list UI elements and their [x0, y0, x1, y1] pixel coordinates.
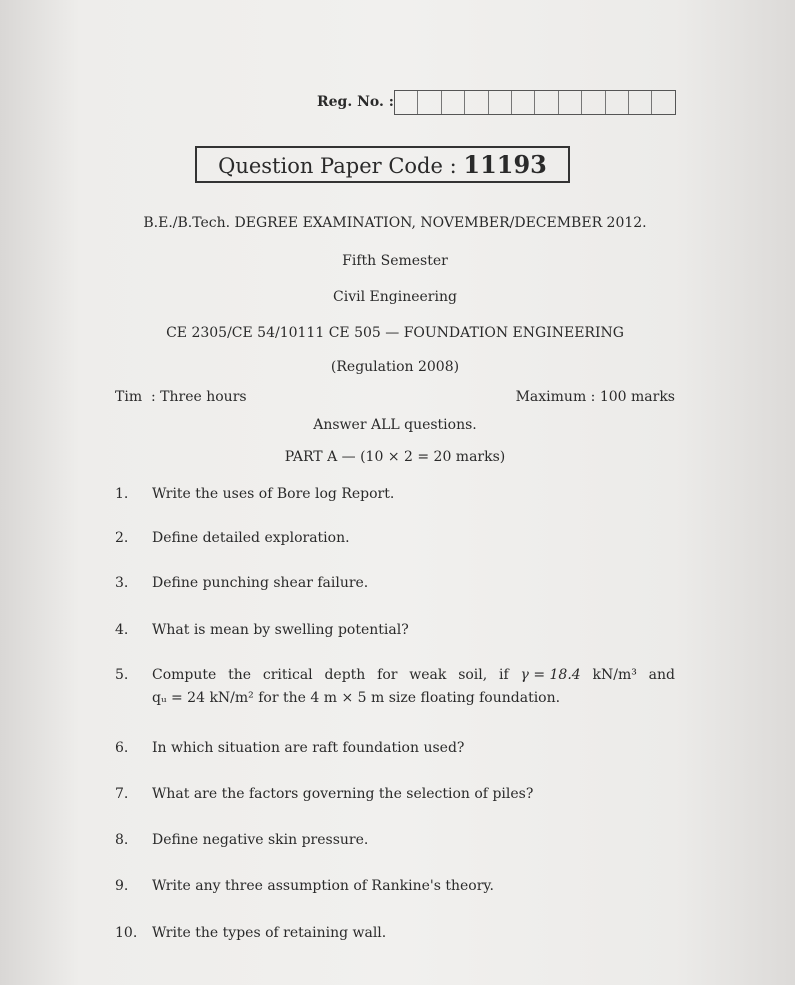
question-paper-code: [195, 146, 570, 183]
part-heading: PART A — (10 × 2 = 20 marks): [284, 449, 506, 465]
question-text: Write any three assumption of Rankine's theory.: [152, 878, 494, 894]
question-text: What are the factors governing the selection of piles?: [152, 786, 534, 802]
word: soil,: [458, 667, 488, 683]
question-text: What is mean by swelling potential?: [152, 622, 409, 638]
word: weak: [409, 667, 447, 683]
word: for: [377, 667, 398, 683]
word: Compute: [152, 667, 217, 683]
question-number: 7.: [115, 786, 129, 802]
word: kN/m³: [592, 667, 637, 683]
question-text: Write the types of retaining wall.: [152, 925, 387, 941]
reg-no-box: [606, 91, 629, 114]
question-text-line2: qᵤ = 24 kN/m² for the 4 m × 5 m size floating foundation.: [152, 690, 561, 706]
word: depth: [324, 667, 366, 683]
word: the: [228, 667, 252, 683]
question-text: Write the uses of Bore log Report.: [152, 486, 395, 502]
question-number: 6.: [115, 740, 129, 756]
reg-no-box: [489, 91, 512, 114]
reg-no-box: [535, 91, 558, 114]
question-number: 2.: [115, 530, 129, 546]
reg-no-box: [395, 91, 418, 114]
question-text: In which situation are raft foundation used?: [152, 740, 465, 756]
reg-no-box: [582, 91, 605, 114]
reg-no-box: [512, 91, 535, 114]
reg-no-label: Reg. No. :: [317, 94, 394, 110]
question-text: Define detailed exploration.: [152, 530, 350, 546]
question-number: 10.: [115, 925, 138, 941]
question-text: [152, 667, 675, 683]
instruction: Answer ALL questions.: [313, 417, 477, 433]
word: and: [648, 667, 675, 683]
subject: CE 2305/CE 54/10111 CE 505 — FOUNDATION ENGINEERING: [166, 325, 624, 341]
word: if: [499, 667, 509, 683]
reg-no-box: [629, 91, 652, 114]
question-number: 1.: [115, 486, 129, 502]
code-label: Question Paper Code :: [218, 154, 457, 178]
word: γ = 18.4: [520, 667, 581, 683]
reg-no-box: [418, 91, 441, 114]
reg-no-boxes: [394, 90, 676, 115]
question-number: 5.: [115, 667, 129, 683]
degree-line: B.E./B.Tech. DEGREE EXAMINATION, NOVEMBER/DECEMBER 2012.: [143, 215, 647, 231]
question-text: Define negative skin pressure.: [152, 832, 369, 848]
regulation: (Regulation 2008): [330, 359, 460, 375]
question-number: 3.: [115, 575, 129, 591]
code-value: 11193: [463, 150, 547, 179]
max-marks: Maximum : 100 marks: [515, 389, 675, 405]
reg-no-box: [559, 91, 582, 114]
question-number: 9.: [115, 878, 129, 894]
question-number: 8.: [115, 832, 129, 848]
reg-no-box: [465, 91, 488, 114]
time: Tim : Three hours: [115, 389, 247, 405]
question-text: Define punching shear failure.: [152, 575, 369, 591]
reg-no-box: [652, 91, 674, 114]
branch: Civil Engineering: [333, 289, 457, 305]
word: critical: [262, 667, 313, 683]
reg-no-box: [442, 91, 465, 114]
semester: Fifth Semester: [342, 253, 448, 269]
question-number: 4.: [115, 622, 129, 638]
